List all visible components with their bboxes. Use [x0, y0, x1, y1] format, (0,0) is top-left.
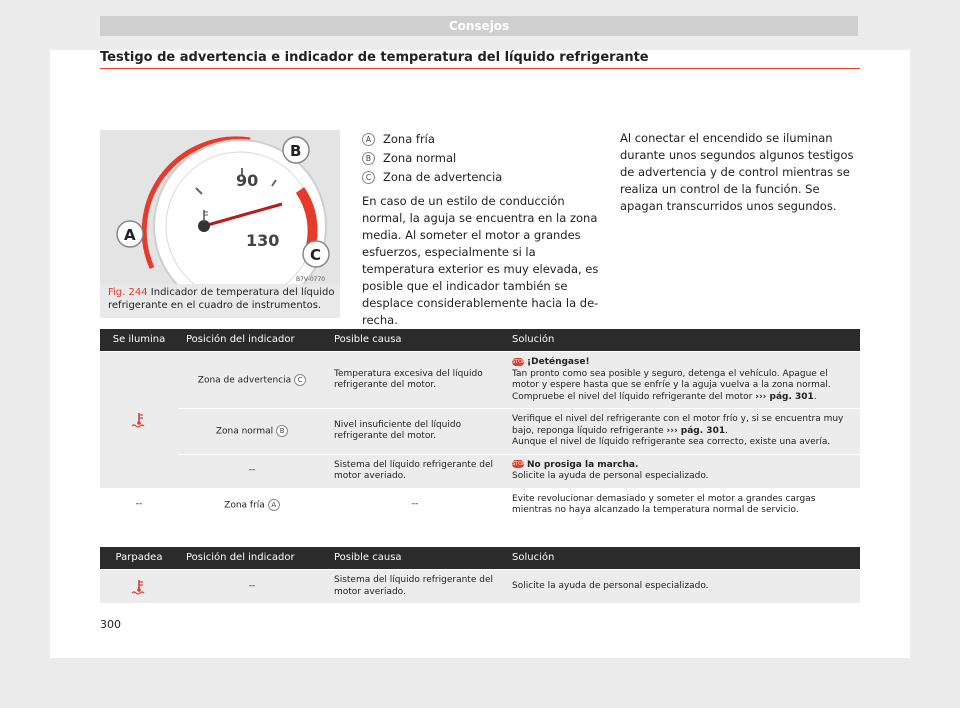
solution-end: .	[813, 391, 817, 402]
solution-body: Verifique el nivel del refrigerante con el motor frío y, si se encuentra muy bajo, reponga líquido refrigerante	[512, 414, 844, 436]
header-solution: Solución	[504, 329, 860, 351]
figure-caption	[108, 286, 340, 312]
legend-text: Zona normal	[383, 151, 457, 165]
stop-icon: STOP	[512, 358, 526, 365]
solution-cell	[504, 455, 860, 488]
header-position: Posición del indicador	[178, 329, 326, 351]
header-position: Posición del indicador	[178, 547, 326, 569]
table-header-row	[100, 547, 860, 569]
cause-cell: Temperatura excesiva del líquido refrigerante del motor.	[326, 352, 504, 408]
figure-gauge	[100, 130, 340, 318]
solution-title: ¡Deténgase!	[527, 357, 590, 367]
image-code: B7V-0770	[296, 276, 326, 283]
position-letter: B	[276, 425, 288, 437]
gauge-number-90: 90	[236, 171, 259, 190]
page-number: 300	[100, 618, 121, 631]
coolant-temperature-icon	[131, 579, 147, 595]
table-header-row	[100, 329, 860, 351]
title-rule	[100, 68, 860, 69]
legend-letter-b: B	[362, 152, 375, 165]
position-cell: --	[178, 455, 326, 488]
solution-title: No prosiga la marcha.	[527, 459, 639, 470]
cause-cell: --	[326, 489, 504, 522]
lamp-cell	[100, 570, 178, 603]
table-row	[100, 489, 860, 522]
position-letter: A	[268, 499, 280, 511]
table-row	[100, 455, 860, 488]
legend-letter-a: A	[362, 133, 375, 146]
solution-body: Solicite la ayuda de personal especializado.	[512, 471, 709, 481]
position-cell: --	[178, 570, 326, 603]
position-cell	[178, 489, 326, 522]
solution-end: .	[725, 425, 728, 436]
cause-cell: Sistema del líquido refrigerante del motor averiado.	[326, 455, 504, 488]
legend-text: Zona de advertencia	[383, 170, 503, 184]
header-lamp: Se ilumina	[100, 329, 178, 351]
legend-item	[362, 130, 602, 149]
chapter-band: Consejos	[100, 16, 858, 36]
solution-note: Aunque el nivel de líquido refrigerante sea correcto, existe una avería.	[512, 437, 831, 447]
table-row	[100, 352, 860, 408]
header-cause: Posible causa	[326, 547, 504, 569]
legend-text: Zona fría	[383, 132, 435, 146]
solution-cell: Evite revolucionar demasiado y someter el motor a grandes cargas mientras no haya alcanzado la temperatura normal de servicio.	[504, 489, 860, 522]
position-text: Zona de advertencia	[197, 375, 292, 385]
solution-cell	[504, 409, 860, 454]
paragraph-ignition: Al conectar el encendido se iluminan durante unos segundos algunos testigos de advertencia y de control mientras se realiza un control de la función. Se apagan transcurridos unos segundos.	[620, 131, 854, 213]
table-row	[100, 570, 860, 603]
marker-c: C	[310, 246, 322, 264]
legend-column	[362, 130, 602, 329]
cause-cell: Nivel insuficiente del líquido refrigerante del motor.	[326, 409, 504, 454]
marker-b: B	[290, 142, 302, 160]
stop-icon: STOP	[512, 461, 526, 467]
figure-caption-text: Indicador de temperatura del líquido refrigerante en el cuadro de instrumentos.	[108, 287, 335, 311]
legend-letter-c: C	[362, 171, 375, 184]
header-solution: Solución	[504, 547, 860, 569]
solution-cell	[504, 352, 860, 408]
position-text: Zona normal	[215, 426, 274, 437]
table-row	[100, 409, 860, 454]
solution-cell: Solicite la ayuda de personal especializado.	[504, 570, 860, 603]
header-lamp: Parpadea	[100, 547, 178, 569]
section-title: Testigo de advertencia e indicador de temperatura del líquido refrigerante	[100, 50, 649, 65]
page-reference-link[interactable]: ››› pág. 301	[666, 425, 726, 436]
position-cell	[178, 409, 326, 454]
coolant-temperature-icon	[131, 412, 147, 428]
position-letter: C	[294, 374, 306, 386]
gauge-number-130: 130	[246, 231, 280, 250]
figure-label: Fig. 244	[108, 287, 148, 298]
marker-a: A	[124, 226, 136, 244]
legend-item	[362, 168, 602, 187]
gauge-illustration	[100, 130, 340, 284]
page-reference-link[interactable]: ››› pág. 301	[755, 391, 814, 402]
solution-body: Tan pronto como sea posible y seguro, detenga el vehículo. Apague el motor y espere hasta que se enfríe y la aguja vuelva a la zona normal. Compruebe el nivel del líquido refrigerante del motor	[512, 368, 831, 402]
lamp-cell: --	[100, 489, 178, 522]
table-lights-on	[100, 328, 860, 523]
table-lights-blinking	[100, 546, 860, 604]
position-cell	[178, 352, 326, 408]
legend-item	[362, 149, 602, 168]
paragraph-normal-driving: En caso de un estilo de conducción normal, la aguja se encuentra en la zona media. Al someter el motor a grandes esfuerzos, especialmente si la temperatura exterior es muy elevada, es posible que el indicador también se desplace considerablemente hacia la derecha.	[362, 194, 599, 327]
lamp-cell	[100, 352, 178, 488]
position-text: Zona fría	[224, 500, 265, 510]
cause-cell: Sistema del líquido refrigerante del motor averiado.	[326, 570, 504, 603]
header-cause: Posible causa	[326, 329, 504, 351]
